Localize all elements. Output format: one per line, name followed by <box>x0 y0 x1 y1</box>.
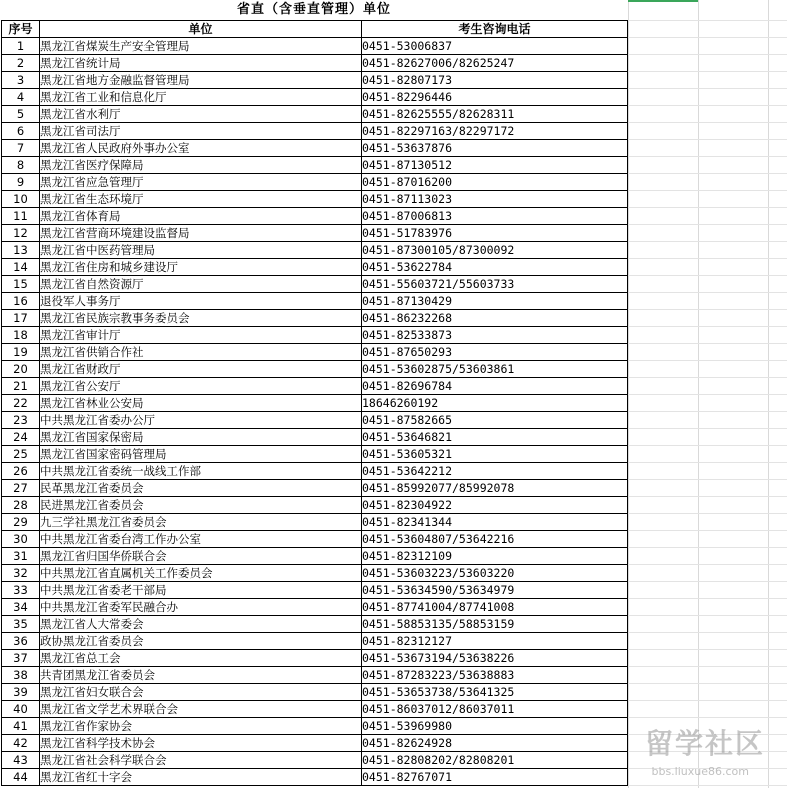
table-row <box>2 344 628 361</box>
grid-line <box>628 71 787 72</box>
phone-cell[interactable]: 18646260192 <box>362 395 628 412</box>
row-index-cell[interactable]: 27 <box>2 480 40 497</box>
unit-name-cell[interactable]: 退役军人事务厅 <box>40 293 362 310</box>
row-index-cell[interactable]: 39 <box>2 684 40 701</box>
grid-line <box>628 649 787 650</box>
phone-cell[interactable]: 0451-82807173 <box>362 72 628 89</box>
phone-cell[interactable]: 0451-82767071 <box>362 769 628 786</box>
table-row <box>2 429 628 446</box>
unit-name-cell[interactable]: 黑龙江省供销合作社 <box>40 344 362 361</box>
phone-cell[interactable]: 0451-53604807/53642216 <box>362 531 628 548</box>
phone-cell[interactable]: 0451-82297163/82297172 <box>362 123 628 140</box>
row-index-cell[interactable]: 31 <box>2 548 40 565</box>
table-row <box>2 718 628 735</box>
grid-line <box>628 326 787 327</box>
row-index-cell[interactable]: 4 <box>2 89 40 106</box>
phone-cell[interactable]: 0451-53603223/53603220 <box>362 565 628 582</box>
phone-cell[interactable]: 0451-53602875/53603861 <box>362 361 628 378</box>
grid-line <box>628 343 787 344</box>
row-index-cell[interactable]: 19 <box>2 344 40 361</box>
table-row <box>2 395 628 412</box>
row-index-cell[interactable]: 9 <box>2 174 40 191</box>
grid-line <box>628 88 787 89</box>
unit-name-cell[interactable]: 共青团黑龙江省委员会 <box>40 667 362 684</box>
row-index-cell[interactable]: 41 <box>2 718 40 735</box>
table-row <box>2 276 628 293</box>
table-row <box>2 361 628 378</box>
phone-cell[interactable]: 0451-87130429 <box>362 293 628 310</box>
unit-name-cell[interactable]: 黑龙江省林业公安局 <box>40 395 362 412</box>
grid-line <box>628 530 787 531</box>
table-row <box>2 531 628 548</box>
unit-name-cell[interactable]: 黑龙江省归国华侨联合会 <box>40 548 362 565</box>
phone-cell[interactable]: 0451-82296446 <box>362 89 628 106</box>
table-row <box>2 310 628 327</box>
row-index-cell[interactable]: 7 <box>2 140 40 157</box>
row-index-cell[interactable]: 5 <box>2 106 40 123</box>
unit-name-cell[interactable]: 中共黑龙江省委统一战线工作部 <box>40 463 362 480</box>
grid-line <box>628 122 787 123</box>
phone-cell[interactable]: 0451-86232268 <box>362 310 628 327</box>
watermark-logo-text: 留学社区 <box>644 727 765 760</box>
header-unit[interactable]: 单位 <box>40 21 362 38</box>
unit-name-cell[interactable]: 黑龙江省审计厅 <box>40 327 362 344</box>
row-index-cell[interactable]: 8 <box>2 157 40 174</box>
phone-cell[interactable]: 0451-87582665 <box>362 412 628 429</box>
unit-name-cell[interactable]: 黑龙江省中医药管理局 <box>40 242 362 259</box>
table-row <box>2 463 628 480</box>
unit-name-cell[interactable]: 中共黑龙江省直属机关工作委员会 <box>40 565 362 582</box>
grid-line <box>628 258 787 259</box>
unit-name-cell[interactable]: 黑龙江省生态环境厅 <box>40 191 362 208</box>
contact-table <box>1 20 628 786</box>
row-index-cell[interactable]: 24 <box>2 429 40 446</box>
phone-cell[interactable]: 0451-82625555/82628311 <box>362 106 628 123</box>
phone-cell[interactable]: 0451-82312109 <box>362 548 628 565</box>
row-index-cell[interactable]: 3 <box>2 72 40 89</box>
grid-line <box>628 309 787 310</box>
site-watermark <box>609 726 779 784</box>
table-row <box>2 667 628 684</box>
phone-cell[interactable]: 0451-53673194/53638226 <box>362 650 628 667</box>
phone-cell[interactable]: 0451-87006813 <box>362 208 628 225</box>
table-row <box>2 480 628 497</box>
table-row <box>2 208 628 225</box>
row-index-cell[interactable]: 20 <box>2 361 40 378</box>
cell-selection-indicator <box>628 0 698 2</box>
phone-cell[interactable]: 0451-53006837 <box>362 38 628 55</box>
table-row <box>2 259 628 276</box>
table-row <box>2 497 628 514</box>
phone-cell[interactable]: 0451-53622784 <box>362 259 628 276</box>
grid-line <box>628 139 787 140</box>
unit-name-cell[interactable]: 黑龙江省应急管理厅 <box>40 174 362 191</box>
unit-name-cell[interactable]: 政协黑龙江省委员会 <box>40 633 362 650</box>
phone-cell[interactable]: 0451-85992077/85992078 <box>362 480 628 497</box>
grid-line <box>628 54 787 55</box>
grid-line <box>628 632 787 633</box>
unit-name-cell[interactable]: 黑龙江省民族宗教事务委员会 <box>40 310 362 327</box>
table-row <box>2 225 628 242</box>
grid-line <box>628 156 787 157</box>
phone-cell[interactable]: 0451-82312127 <box>362 633 628 650</box>
table-row <box>2 616 628 633</box>
row-index-cell[interactable]: 1 <box>2 38 40 55</box>
unit-name-cell[interactable]: 黑龙江省住房和城乡建设厅 <box>40 259 362 276</box>
unit-name-cell[interactable]: 黑龙江省总工会 <box>40 650 362 667</box>
grid-line <box>628 428 787 429</box>
grid-line <box>628 615 787 616</box>
table-row <box>2 293 628 310</box>
grid-line <box>628 513 787 514</box>
grid-line <box>628 275 787 276</box>
grid-line <box>628 496 787 497</box>
phone-cell[interactable]: 0451-51783976 <box>362 225 628 242</box>
grid-line <box>628 564 787 565</box>
table-row <box>2 72 628 89</box>
phone-cell[interactable]: 0451-55603721/55603733 <box>362 276 628 293</box>
table-row <box>2 378 628 395</box>
header-index[interactable]: 序号 <box>2 21 40 38</box>
row-index-cell[interactable]: 35 <box>2 616 40 633</box>
row-index-cell[interactable]: 22 <box>2 395 40 412</box>
table-row <box>2 174 628 191</box>
row-index-cell[interactable]: 30 <box>2 531 40 548</box>
grid-line <box>628 105 787 106</box>
row-index-cell[interactable]: 40 <box>2 701 40 718</box>
row-index-cell[interactable]: 37 <box>2 650 40 667</box>
unit-name-cell[interactable]: 黑龙江省统计局 <box>40 55 362 72</box>
row-index-cell[interactable]: 23 <box>2 412 40 429</box>
row-index-cell[interactable]: 11 <box>2 208 40 225</box>
phone-cell[interactable]: 0451-87130512 <box>362 157 628 174</box>
table-row <box>2 106 628 123</box>
phone-cell[interactable]: 0451-53646821 <box>362 429 628 446</box>
table-row <box>2 412 628 429</box>
row-index-cell[interactable]: 43 <box>2 752 40 769</box>
grid-line <box>628 445 787 446</box>
watermark-url: bbs.liuxue86.com <box>651 765 749 778</box>
grid-line <box>628 547 787 548</box>
grid-line <box>628 207 787 208</box>
row-index-cell[interactable]: 26 <box>2 463 40 480</box>
phone-cell[interactable]: 0451-87300105/87300092 <box>362 242 628 259</box>
row-index-cell[interactable]: 32 <box>2 565 40 582</box>
grid-line <box>628 190 787 191</box>
grid-line <box>628 394 787 395</box>
grid-line <box>628 717 787 718</box>
grid-line <box>628 411 787 412</box>
grid-line <box>628 598 787 599</box>
unit-name-cell[interactable]: 黑龙江省国家保密局 <box>40 429 362 446</box>
row-index-cell[interactable]: 36 <box>2 633 40 650</box>
unit-name-cell[interactable]: 黑龙江省科学技术协会 <box>40 735 362 752</box>
table-row <box>2 89 628 106</box>
unit-name-cell[interactable]: 黑龙江省煤炭生产安全管理局 <box>40 38 362 55</box>
table-row <box>2 701 628 718</box>
row-index-cell[interactable]: 6 <box>2 123 40 140</box>
unit-name-cell[interactable]: 黑龙江省国家密码管理局 <box>40 446 362 463</box>
unit-name-cell[interactable]: 黑龙江省营商环境建设监督局 <box>40 225 362 242</box>
unit-name-cell[interactable]: 民革黑龙江省委员会 <box>40 480 362 497</box>
unit-name-cell[interactable]: 黑龙江省文学艺术界联合会 <box>40 701 362 718</box>
phone-cell[interactable]: 0451-53969980 <box>362 718 628 735</box>
phone-cell[interactable]: 0451-86037012/86037011 <box>362 701 628 718</box>
phone-cell[interactable]: 0451-87741004/87741008 <box>362 599 628 616</box>
grid-line <box>628 785 787 786</box>
unit-name-cell[interactable]: 黑龙江省财政厅 <box>40 361 362 378</box>
row-index-cell[interactable]: 29 <box>2 514 40 531</box>
unit-name-cell[interactable]: 黑龙江省妇女联合会 <box>40 684 362 701</box>
table-row <box>2 157 628 174</box>
unit-name-cell[interactable]: 中共黑龙江省委军民融合办 <box>40 599 362 616</box>
phone-cell[interactable]: 0451-53642212 <box>362 463 628 480</box>
row-index-cell[interactable]: 34 <box>2 599 40 616</box>
phone-cell[interactable]: 0451-82304922 <box>362 497 628 514</box>
unit-name-cell[interactable]: 黑龙江省自然资源厅 <box>40 276 362 293</box>
table-row <box>2 327 628 344</box>
grid-line <box>628 292 787 293</box>
unit-name-cell[interactable]: 黑龙江省水利厅 <box>40 106 362 123</box>
table-row <box>2 38 628 55</box>
row-index-cell[interactable]: 10 <box>2 191 40 208</box>
grid-line <box>628 666 787 667</box>
phone-cell[interactable]: 0451-82533873 <box>362 327 628 344</box>
grid-line <box>628 377 787 378</box>
row-index-cell[interactable]: 42 <box>2 735 40 752</box>
row-index-cell[interactable]: 12 <box>2 225 40 242</box>
phone-cell[interactable]: 0451-82808202/82808201 <box>362 752 628 769</box>
table-row <box>2 446 628 463</box>
row-index-cell[interactable]: 33 <box>2 582 40 599</box>
unit-name-cell[interactable]: 黑龙江省地方金融监督管理局 <box>40 72 362 89</box>
row-index-cell[interactable]: 16 <box>2 293 40 310</box>
row-index-cell[interactable]: 14 <box>2 259 40 276</box>
grid-line <box>628 224 787 225</box>
unit-name-cell[interactable]: 民进黑龙江省委员会 <box>40 497 362 514</box>
row-index-cell[interactable]: 21 <box>2 378 40 395</box>
table-row <box>2 582 628 599</box>
table-row <box>2 191 628 208</box>
grid-line <box>628 20 787 21</box>
unit-name-cell[interactable]: 黑龙江省司法厅 <box>40 123 362 140</box>
grid-line <box>628 360 787 361</box>
grid-line <box>628 479 787 480</box>
grid-line <box>628 241 787 242</box>
unit-name-cell[interactable]: 黑龙江省体育局 <box>40 208 362 225</box>
grid-line <box>628 173 787 174</box>
table-row <box>2 633 628 650</box>
grid-line <box>628 37 787 38</box>
unit-name-cell[interactable]: 黑龙江省人民政府外事办公室 <box>40 140 362 157</box>
table-row <box>2 769 628 786</box>
row-index-cell[interactable]: 25 <box>2 446 40 463</box>
phone-cell[interactable]: 0451-82696784 <box>362 378 628 395</box>
unit-name-cell[interactable]: 黑龙江省人大常委会 <box>40 616 362 633</box>
row-index-cell[interactable]: 13 <box>2 242 40 259</box>
table-row <box>2 548 628 565</box>
header-phone[interactable]: 考生咨询电话 <box>362 21 628 38</box>
grid-line <box>628 462 787 463</box>
header-row <box>2 21 628 38</box>
table-row <box>2 684 628 701</box>
unit-name-cell[interactable]: 中共黑龙江省委老干部局 <box>40 582 362 599</box>
table-row <box>2 242 628 259</box>
row-index-cell[interactable]: 2 <box>2 55 40 72</box>
phone-cell[interactable]: 0451-82341344 <box>362 514 628 531</box>
phone-cell[interactable]: 0451-53653738/53641325 <box>362 684 628 701</box>
phone-cell[interactable]: 0451-82627006/82625247 <box>362 55 628 72</box>
table-row <box>2 514 628 531</box>
grid-line <box>628 581 787 582</box>
grid-line <box>628 700 787 701</box>
row-index-cell[interactable]: 18 <box>2 327 40 344</box>
phone-cell[interactable]: 0451-87113023 <box>362 191 628 208</box>
table-row <box>2 140 628 157</box>
unit-name-cell[interactable]: 黑龙江省红十字会 <box>40 769 362 786</box>
phone-cell[interactable]: 0451-53637876 <box>362 140 628 157</box>
phone-cell[interactable]: 0451-58853135/58853159 <box>362 616 628 633</box>
table-row <box>2 752 628 769</box>
unit-name-cell[interactable]: 中共黑龙江省委台湾工作办公室 <box>40 531 362 548</box>
row-index-cell[interactable]: 15 <box>2 276 40 293</box>
unit-name-cell[interactable]: 黑龙江省工业和信息化厅 <box>40 89 362 106</box>
grid-line <box>628 683 787 684</box>
table-row <box>2 650 628 667</box>
unit-name-cell[interactable]: 黑龙江省作家协会 <box>40 718 362 735</box>
phone-cell[interactable]: 0451-87016200 <box>362 174 628 191</box>
row-index-cell[interactable]: 44 <box>2 769 40 786</box>
row-index-cell[interactable]: 28 <box>2 497 40 514</box>
phone-cell[interactable]: 0451-53605321 <box>362 446 628 463</box>
sheet-title[interactable]: 省直（含垂直管理）单位 <box>236 2 391 17</box>
phone-cell[interactable]: 0451-87283223/53638883 <box>362 667 628 684</box>
row-index-cell[interactable]: 38 <box>2 667 40 684</box>
unit-name-cell[interactable]: 黑龙江省公安厅 <box>40 378 362 395</box>
table-row <box>2 123 628 140</box>
phone-cell[interactable]: 0451-53634590/53634979 <box>362 582 628 599</box>
phone-cell[interactable]: 0451-82624928 <box>362 735 628 752</box>
unit-name-cell[interactable]: 黑龙江省社会科学联合会 <box>40 752 362 769</box>
table-row <box>2 599 628 616</box>
table-row <box>2 565 628 582</box>
phone-cell[interactable]: 0451-87650293 <box>362 344 628 361</box>
unit-name-cell[interactable]: 九三学社黑龙江省委员会 <box>40 514 362 531</box>
unit-name-cell[interactable]: 黑龙江省医疗保障局 <box>40 157 362 174</box>
row-index-cell[interactable]: 17 <box>2 310 40 327</box>
table-row <box>2 55 628 72</box>
unit-name-cell[interactable]: 中共黑龙江省委办公厅 <box>40 412 362 429</box>
table-row <box>2 735 628 752</box>
